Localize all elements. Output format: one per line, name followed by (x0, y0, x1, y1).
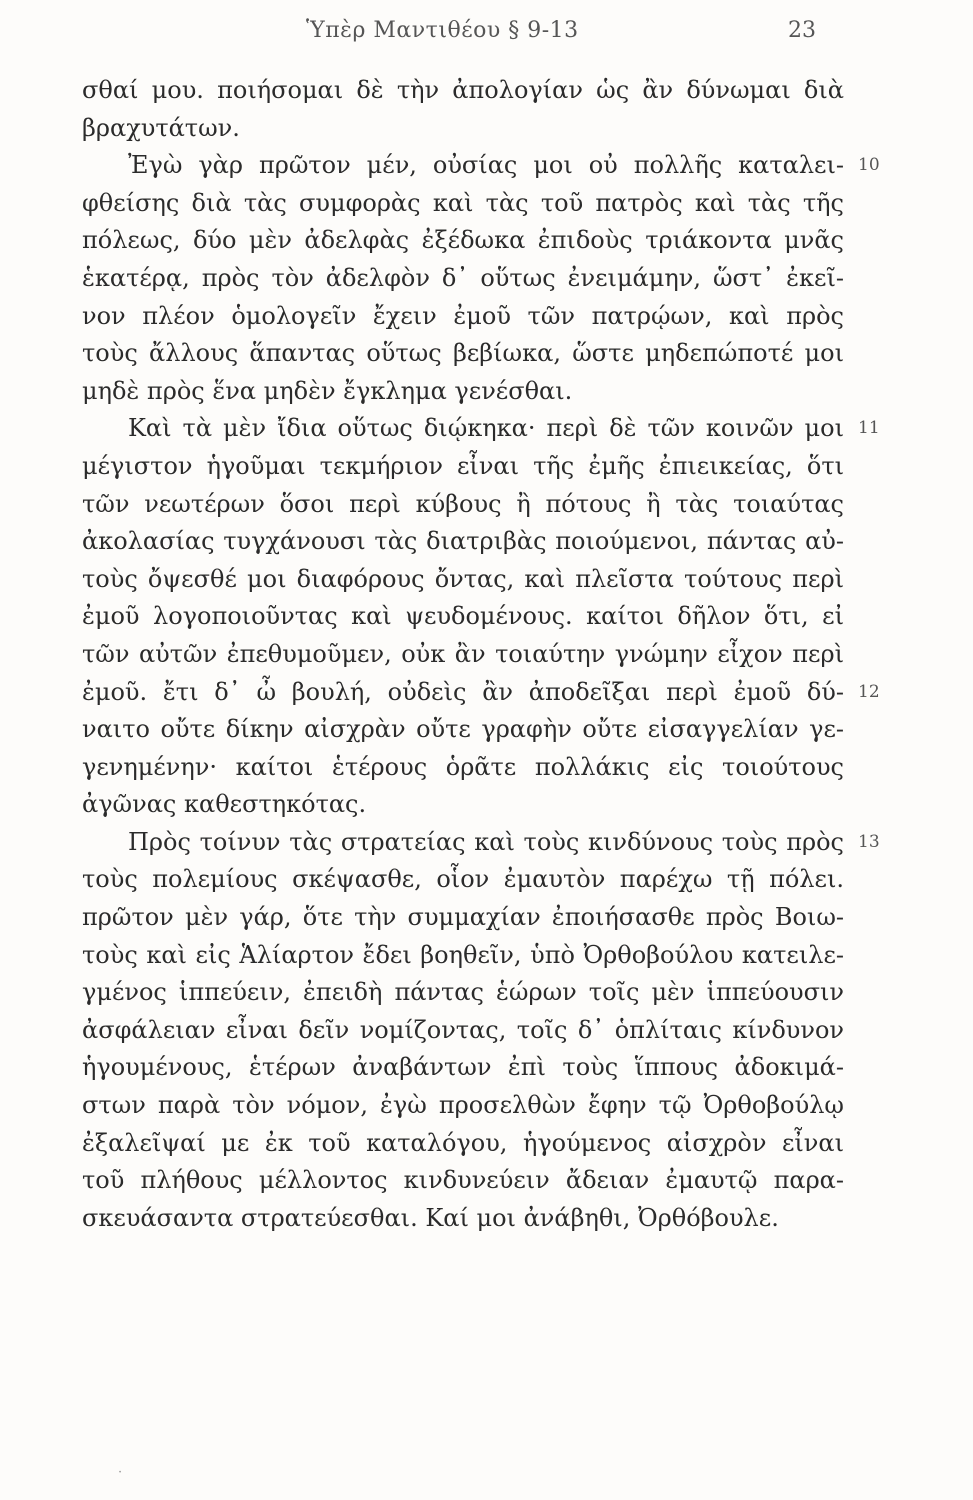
print-speck: · (118, 1465, 123, 1480)
line-text: ἑκατέρᾳ, πρὸς τὸν ἀδελφὸν δ᾽ οὕτως ἐνειμάμην, ὥστ᾽ ἐκεῖ- (82, 263, 844, 292)
text-line (82, 260, 844, 298)
line-text: μηδὲ πρὸς ἕνα μηδὲν ἔγκλημα γενέσθαι. (82, 376, 573, 405)
text-line (82, 298, 844, 336)
text-line (82, 786, 844, 824)
line-text: ἐμοῦ. ἔτι δ᾽ ὦ βουλή, οὐδεὶς ἂν ἀποδεῖξαι περὶ ἐμοῦ δύ- (82, 677, 844, 706)
text-line (82, 1049, 844, 1087)
body-text (82, 72, 880, 1237)
running-head (0, 14, 973, 54)
running-title: Ὑπὲρ Μαντιθέου § 9-13 (306, 18, 579, 43)
line-text: τοὺς πολεμίους σκέψασθε, οἷον ἐμαυτὸν παρέχω τῇ πόλει. (82, 865, 844, 894)
text-line (82, 1087, 844, 1125)
line-text: ἀκολασίας τυγχάνουσι τὰς διατριβὰς ποιούμενοι, πάντας αὐ- (82, 527, 844, 556)
line-text: σκευάσαντα στρατεύεσθαι. Καί μοι ἀνάβηθι, Ὀρθόβουλε. (82, 1203, 779, 1232)
text-line (82, 561, 844, 599)
section-number: 13 (858, 831, 880, 852)
line-text: Πρὸς τοίνυν τὰς στρατείας καὶ τοὺς κινδύνους τοὺς πρὸς (128, 827, 844, 856)
text-line (82, 448, 844, 486)
text-line (82, 1162, 844, 1200)
line-text: φθείσης διὰ τὰς συμφορὰς καὶ τὰς τοῦ πατρὸς καὶ τὰς τῆς (82, 188, 844, 217)
text-line (82, 222, 844, 260)
line-text: μέγιστον ἡγοῦμαι τεκμήριον εἶναι τῆς ἐμῆς ἐπιεικείας, ὅτι (82, 451, 844, 480)
text-line (82, 861, 844, 899)
text-line (82, 1200, 844, 1238)
text-line (82, 937, 844, 975)
line-text: γενημένην· καίτοι ἑτέρους ὁρᾶτε πολλάκις εἰς τοιούτους (82, 752, 844, 781)
text-line (82, 373, 844, 411)
text-line (82, 598, 844, 636)
line-text: νον πλέον ὁμολογεῖν ἔχειν ἐμοῦ τῶν πατρῴων, καὶ πρὸς (82, 301, 844, 330)
text-line (82, 147, 880, 185)
text-line (82, 749, 844, 787)
text-line (82, 486, 844, 524)
line-text: ἡγουμένους, ἑτέρων ἀναβάντων ἐπὶ τοὺς ἵππους ἀδοκιμά- (82, 1053, 844, 1082)
line-text: ναιτο οὔτε δίκην αἰσχρὰν οὔτε γραφὴν οὔτε εἰσαγγελίαν γε- (82, 715, 844, 744)
line-text: τοὺς ὄψεσθέ μοι διαφόρους ὄντας, καὶ πλεῖστα τούτους περὶ (82, 564, 844, 593)
text-line (82, 72, 844, 110)
text-line (82, 824, 880, 862)
line-text: τοὺς ἄλλους ἅπαντας οὕτως βεβίωκα, ὥστε μηδεπώποτέ μοι (82, 339, 844, 368)
line-text: στων παρὰ τὸν νόμον, ἐγὼ προσελθὼν ἔφην τῷ Ὀρθοβούλῳ (82, 1091, 844, 1120)
line-text: βραχυτάτων. (82, 113, 240, 142)
line-text: γμένος ἱππεύειν, ἐπειδὴ πάντας ἑώρων τοῖς μὲν ἱππεύουσιν (82, 978, 844, 1007)
line-text: τοὺς καὶ εἰς Ἁλίαρτον ἔδει βοηθεῖν, ὑπὸ Ὀρθοβούλου κατειλε- (82, 940, 844, 969)
section-number: 12 (858, 681, 880, 702)
text-line (82, 410, 880, 448)
line-text: Καὶ τὰ μὲν ἴδια οὕτως διῴκηκα· περὶ δὲ τῶν κοινῶν μοι (128, 414, 844, 443)
line-text: ἐμοῦ λογοποιοῦντας καὶ ψευδομένους. καίτοι δῆλον ὅτι, εἰ (82, 602, 844, 631)
text-line (82, 523, 844, 561)
text-line (82, 185, 844, 223)
section-number: 11 (858, 418, 880, 439)
line-text: τῶν νεωτέρων ὅσοι περὶ κύβους ἢ πότους ἢ τὰς τοιαύτας (82, 489, 844, 518)
text-line (82, 110, 844, 148)
text-line (82, 974, 844, 1012)
text-line (82, 335, 844, 373)
line-text: ἐξαλεῖψαί με ἐκ τοῦ καταλόγου, ἡγούμενος αἰσχρὸν εἶναι (82, 1128, 844, 1157)
line-text: Ἐγὼ γὰρ πρῶτον μέν, οὐσίας μοι οὐ πολλῆς καταλει- (128, 151, 844, 180)
line-text: ἀγῶνας καθεστηκότας. (82, 790, 367, 819)
text-line (82, 674, 880, 712)
page-number: 23 (788, 18, 816, 43)
line-text: τῶν αὐτῶν ἐπεθυμοῦμεν, οὐκ ἂν τοιαύτην γνώμην εἶχον περὶ (82, 639, 844, 668)
text-line (82, 1125, 844, 1163)
line-text: τοῦ πλήθους μέλλοντος κινδυνεύειν ἄδειαν ἐμαυτῷ παρα- (82, 1166, 844, 1195)
line-text: ἀσφάλειαν εἶναι δεῖν νομίζοντας, τοῖς δ᾽ ὁπλίταις κίνδυνον (82, 1015, 844, 1044)
text-line (82, 711, 844, 749)
text-line (82, 1012, 844, 1050)
line-text: πρῶτον μὲν γάρ, ὅτε τὴν συμμαχίαν ἐποιήσασθε πρὸς Βοιω- (82, 903, 844, 932)
section-number: 10 (858, 155, 880, 176)
line-text: σθαί μου. ποιήσομαι δὲ τὴν ἀπολογίαν ὡς ἂν δύνωμαι διὰ (82, 76, 844, 104)
text-line (82, 899, 844, 937)
text-line (82, 636, 844, 674)
line-text: πόλεως, δύο μὲν ἀδελφὰς ἐξέδωκα ἐπιδοὺς τριάκοντα μνᾶς (82, 226, 844, 255)
